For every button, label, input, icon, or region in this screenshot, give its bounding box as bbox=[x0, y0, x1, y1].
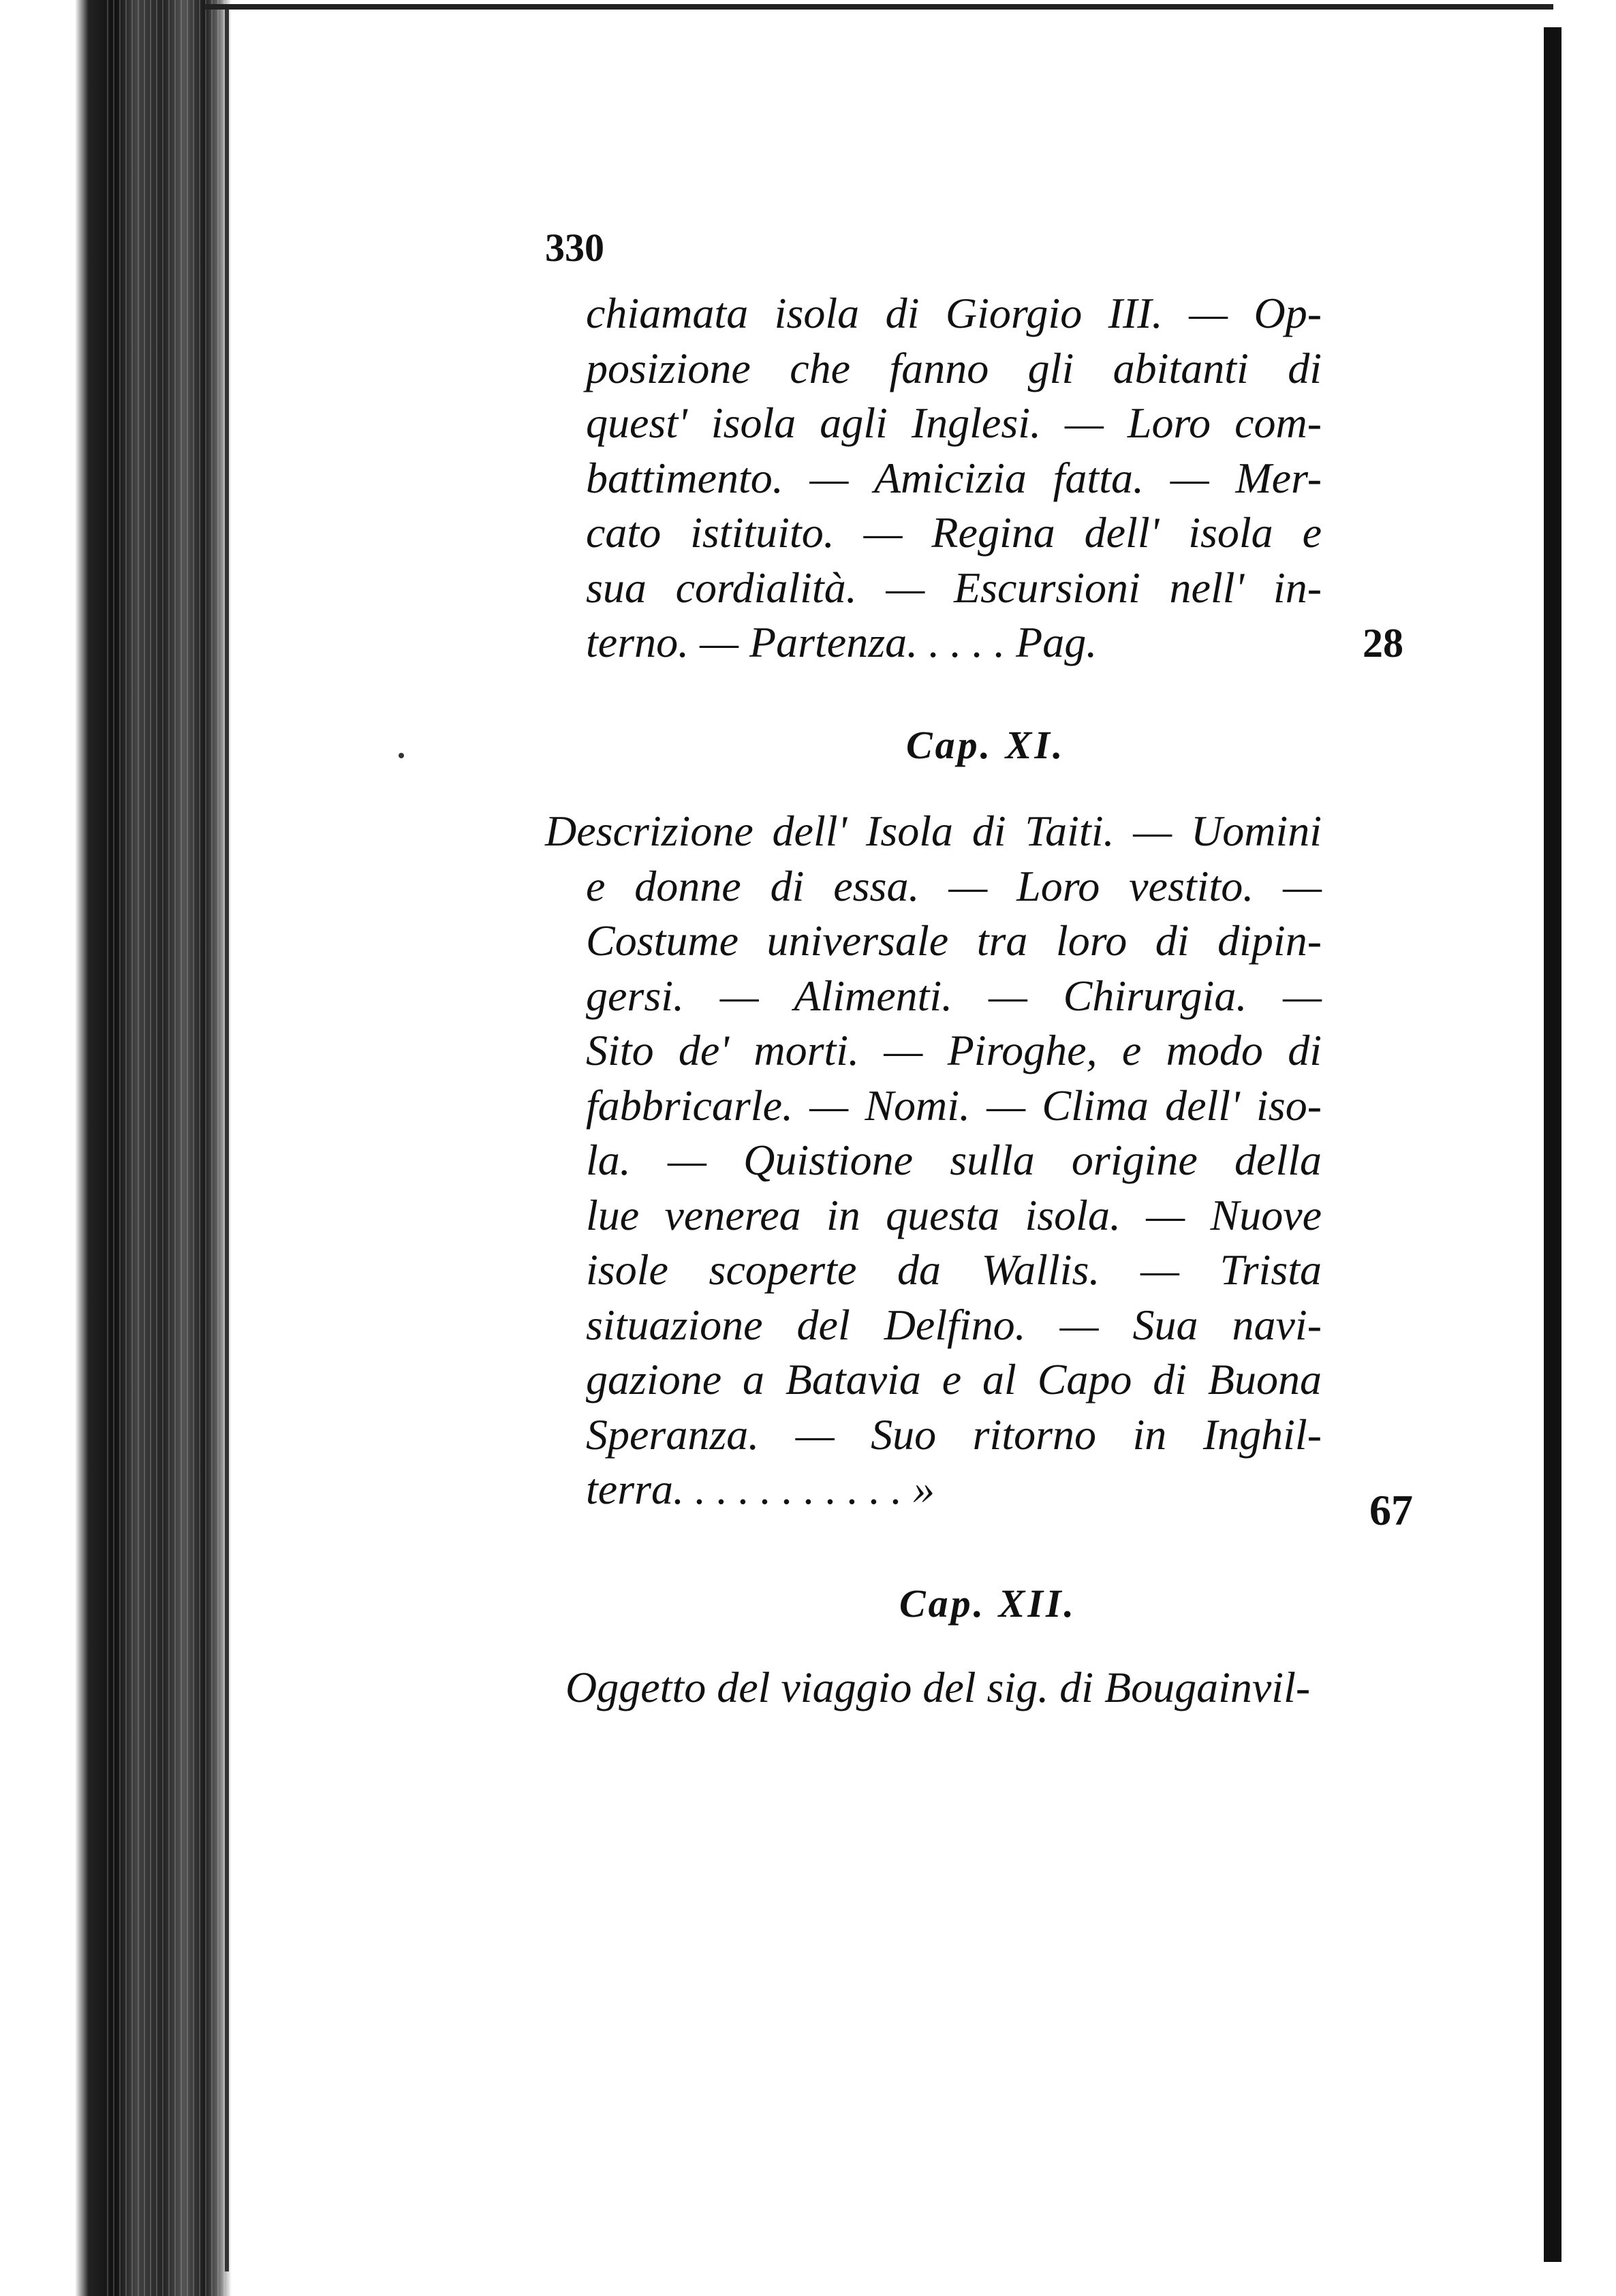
toc-entry-chapter-12: Oggetto del viaggio del sig. di Bougainvil- bbox=[565, 1663, 1311, 1711]
page-reference: 67 bbox=[1369, 1486, 1413, 1534]
toc-line: terra. . . . . . . . . . . » bbox=[586, 1465, 935, 1513]
toc-line: battimento. — Amicizia fatta. — Mer- bbox=[586, 453, 1322, 502]
toc-line: Sito de' morti. — Piroghe, e modo di bbox=[586, 1026, 1322, 1074]
page-number: 330 bbox=[545, 226, 604, 270]
toc-entry-chapter-10 bbox=[586, 286, 1322, 670]
chapter-heading: Cap. XII. bbox=[899, 1581, 1077, 1626]
toc-line: isole scoperte da Wallis. — Trista bbox=[586, 1245, 1322, 1294]
page-reference: 28 bbox=[1363, 621, 1403, 666]
toc-line: quest' isola agli Inglesi. — Loro com- bbox=[586, 399, 1322, 447]
chapter-heading: Cap. XI. bbox=[906, 723, 1066, 767]
ink-spot bbox=[399, 753, 404, 758]
toc-line: situazione del Delfino. — Sua navi- bbox=[586, 1300, 1322, 1349]
toc-line: Speranza. — Suo ritorno in Inghil- bbox=[586, 1410, 1322, 1459]
toc-line: fabbricarle. — Nomi. — Clima dell' iso- bbox=[586, 1081, 1322, 1130]
toc-line: cato istituito. — Regina dell' isola e bbox=[586, 508, 1322, 557]
toc-line: gersi. — Alimenti. — Chirurgia. — bbox=[586, 971, 1322, 1020]
toc-line: chiamata isola di Giorgio III. — Op- bbox=[586, 289, 1322, 337]
toc-entry-chapter-11 bbox=[545, 804, 1322, 1517]
toc-line: terno. — Partenza. . . . . Pag. bbox=[586, 618, 1098, 666]
toc-line: gazione a Batavia e al Capo di Buona bbox=[586, 1355, 1322, 1403]
page-top-edge bbox=[204, 4, 1553, 10]
toc-line: Costume universale tra loro di dipin- bbox=[586, 916, 1322, 965]
toc-line: lue venerea in questa isola. — Nuove bbox=[586, 1190, 1322, 1239]
page-right-edge bbox=[1544, 27, 1561, 2262]
toc-line: e donne di essa. — Loro vestito. — bbox=[586, 861, 1322, 910]
spine-texture bbox=[102, 0, 232, 2296]
toc-line: posizione che fanno gli abitanti di bbox=[586, 343, 1322, 392]
toc-line: la. — Quistione sulla origine della bbox=[586, 1136, 1322, 1184]
toc-line: Descrizione dell' Isola di Taiti. — Uomini bbox=[545, 807, 1322, 855]
toc-line: sua cordialità. — Escursioni nell' in- bbox=[586, 563, 1322, 612]
page-gutter-edge bbox=[225, 10, 229, 2271]
